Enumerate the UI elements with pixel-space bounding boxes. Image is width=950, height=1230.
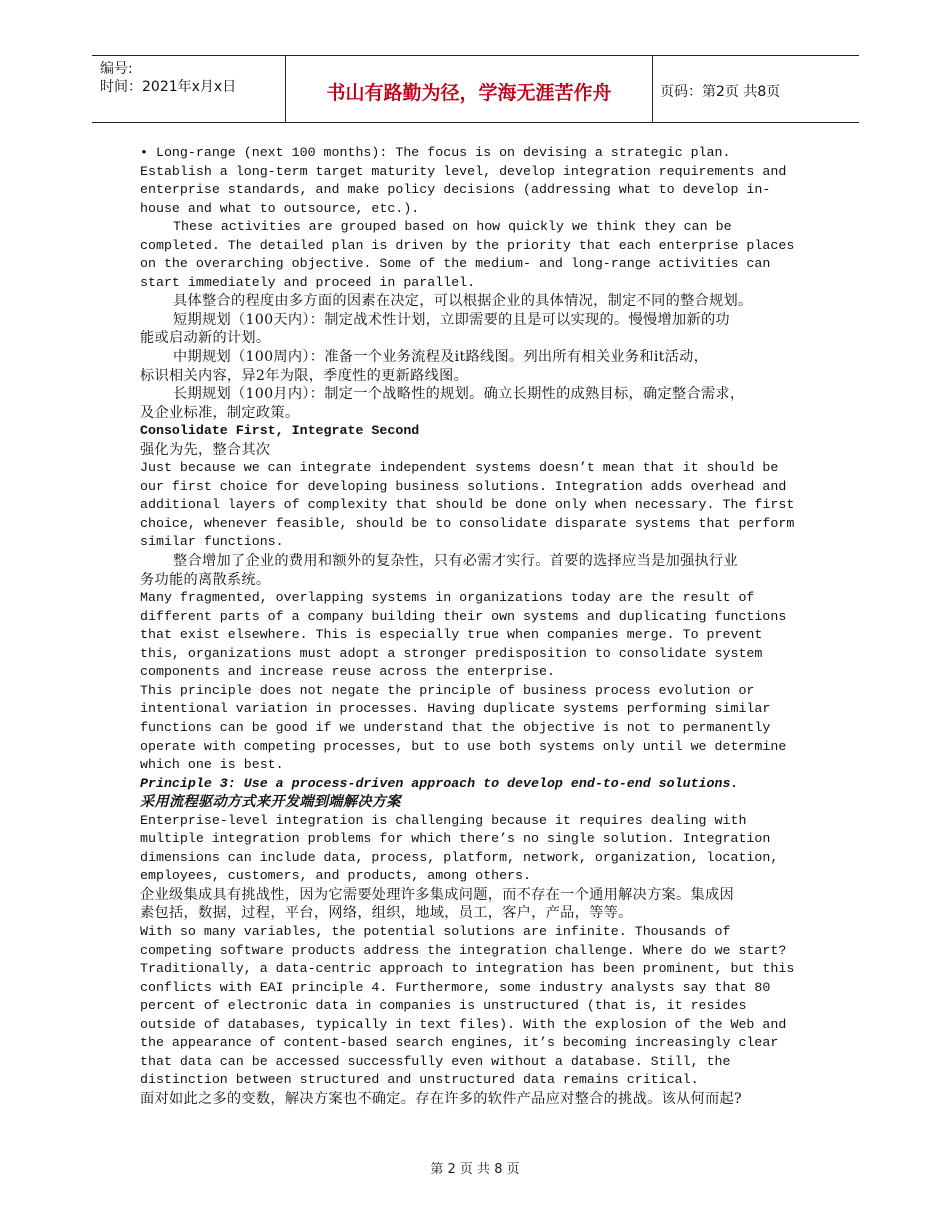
body-line: 及企业标准，制定政策。 [140,404,300,421]
document-body [140,144,830,1108]
body-line: different parts of a company building their own systems and duplicating functions [140,608,787,624]
body-line: outside of databases, typically in text files). With the explosion of the Web and [140,1016,787,1032]
body-line: distinction between structured and unstructured data remains critical. [140,1072,699,1088]
body-line: 中期规划（100周内）：准备一个业务流程及it路线图。列出所有相关业务和it活动， [173,349,709,366]
body-line: on the overarching objective. Some of the medium- and long-range activities can [140,256,771,272]
header-motto-cell [285,56,653,122]
page-footer: 第 2 页 共 8 页 [430,1162,520,1177]
body-line: intentional variation in processes. Having duplicate systems performing similar [140,701,771,717]
body-line: 短期规划（100天内）：制定战术性计划，立即需要的且是可以实现的。慢慢增加新的功 [173,311,730,328]
body-line: With so many variables, the potential solutions are infinite. Thousands of [140,923,731,939]
body-line: Enterprise-level integration is challenging because it requires dealing with [140,812,747,828]
document-time-label: 时间：2021年x月x日 [100,79,237,95]
body-line: similar functions. [140,534,284,550]
body-line: Just because we can integrate independent systems doesn’t mean that it should be [140,460,779,476]
body-line: the appearance of content-based search engines, it’s becoming increasingly clear [140,1035,779,1051]
body-line: competing software products address the integration challenge. Where do we start? [140,942,787,958]
body-line: that exist elsewhere. This is especially true when companies merge. To prevent [140,627,763,643]
body-line: completed. The detailed plan is driven by the priority that each enterprise places [140,237,795,253]
principle-heading-cn: 采用流程驱动方式来开发端到端解决方案 [140,794,401,811]
body-line: • Long-range (next 100 months): The focus is on devising a strategic plan. [140,145,731,160]
body-line: multiple integration problems for which there’s no single solution. Integration [140,831,771,847]
body-line: 长期规划（100月内）：制定一个战略性的规划。确立长期性的成熟目标，确定整合需求， [173,386,745,403]
header-info-cell [92,56,285,122]
body-line: this, organizations must adopt a stronger predisposition to consolidate system [140,645,763,661]
body-line: 标识相关内容，异2年为限，季度性的更新路线图。 [140,367,469,384]
body-line: house and what to outsource, etc.). [140,200,420,216]
header-motto: 书山有路勤为径，学海无涯苦作舟 [326,82,612,104]
principle-heading: Principle 3: Use a process-driven approach to develop end-to-end solutions. [140,775,739,791]
body-line: This principle does not negate the principle of business process evolution or [140,682,755,698]
body-line: employees, customers, and products, among others. [140,868,531,884]
body-line: our first choice for developing business solutions. Integration adds overhead and [140,478,787,494]
body-line: 素包括，数据，过程，平台，网络，组织，地域，员工，客户，产品，等等。 [140,905,633,922]
body-line: dimensions can include data, process, platform, network, organization, location, [140,849,779,865]
body-line: percent of electronic data in companies is unstructured (that is, it resides [140,998,747,1014]
body-line: Establish a long-term target maturity level, develop integration requirements and [140,163,787,179]
body-line: additional layers of complexity that should be done only when necessary. The first [140,497,795,513]
body-line: components and increase reuse across the enterprise. [140,664,555,680]
body-line: that data can be accessed successfully even without a database. Still, the [140,1053,731,1069]
section-heading-cn: 强化为先，整合其次 [140,441,271,458]
section-heading: Consolidate First, Integrate Second [140,423,420,439]
body-line: choice, whenever feasible, should be to consolidate disparate systems that perform [140,515,795,531]
header-page-number: 页码：第2页 共8页 [660,84,781,100]
body-line: which one is best. [140,757,284,773]
page-header [92,55,859,123]
body-line: 整合增加了企业的费用和额外的复杂性，只有必需才实行。首要的选择应当是加强执行业 [173,553,739,570]
body-line: 能或启动新的计划。 [140,330,271,347]
body-line: Many fragmented, overlapping systems in organizations today are the result of [140,590,755,606]
body-line: 面对如此之多的变数，解决方案也不确定。存在许多的软件产品应对整合的挑战。该从何而起? [140,1090,742,1107]
body-line: functions can be good if we understand that the objective is not to permanently [140,719,771,735]
body-line: 务功能的离散系统。 [140,571,271,588]
body-line: 企业级集成具有挑战性，因为它需要处理许多集成问题，而不存在一个通用解决方案。集成因 [140,886,734,903]
body-line: enterprise standards, and make policy decisions (addressing what to develop in- [140,182,771,198]
body-line: Traditionally, a data-centric approach to integration has been prominent, but this [140,961,795,977]
header-page-cell [652,56,859,122]
body-line: operate with competing processes, but to use both systems only until we determine [140,738,787,754]
document-number-label: 编号: [100,61,133,77]
body-line: These activities are grouped based on how quickly we think they can be [173,219,732,235]
body-line: start immediately and proceed in parallel. [140,274,476,290]
body-line: 具体整合的程度由多方面的因素在决定，可以根据企业的具体情况，制定不同的整合规划。 [173,293,753,310]
body-line: conflicts with EAI principle 4. Furthermore, some industry analysts say that 80 [140,979,771,995]
